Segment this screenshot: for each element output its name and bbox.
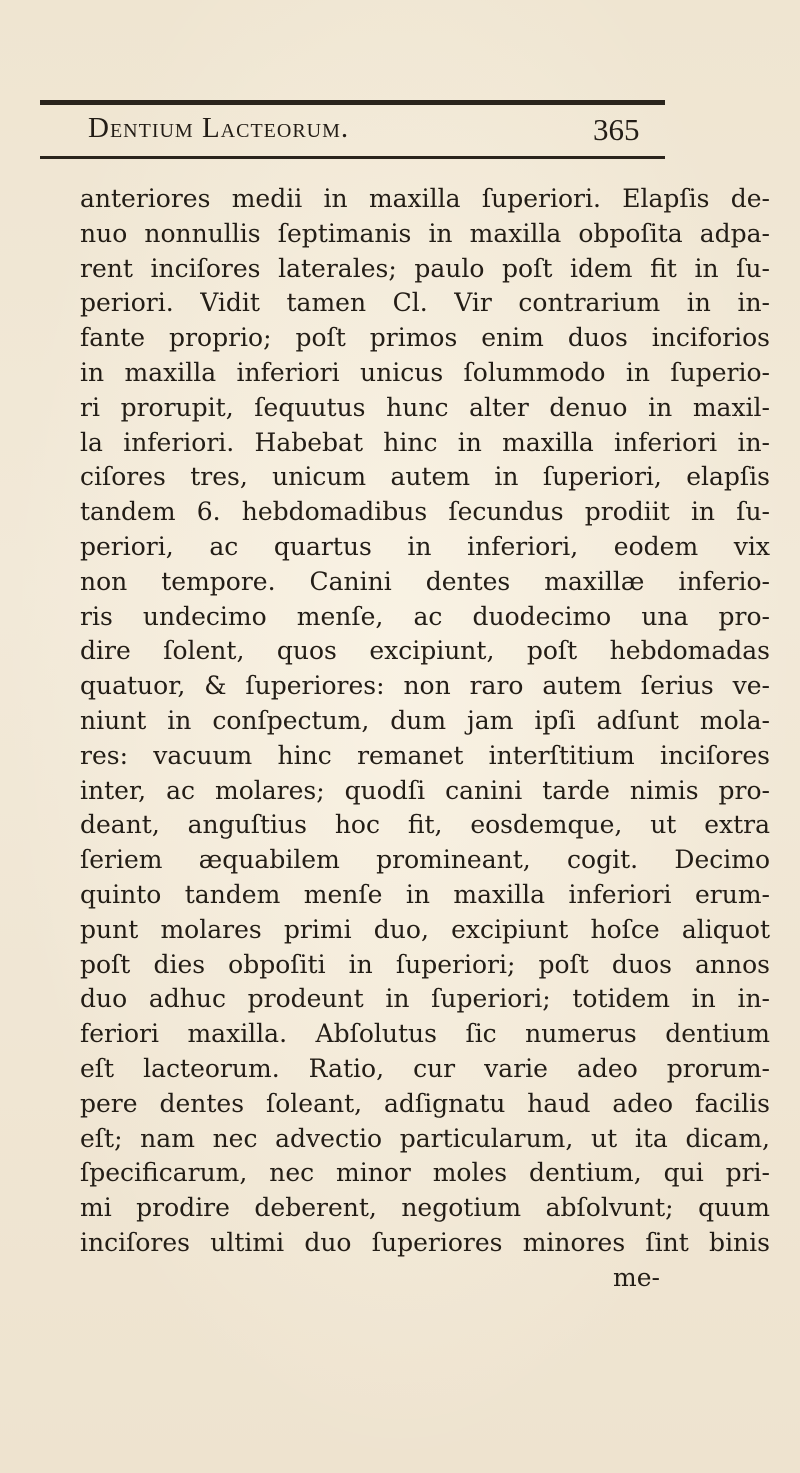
text-line: rent inciſores laterales; paulo poſt idem fit in ſu- — [80, 253, 770, 283]
text-line: res: vacuum hinc remanet interſtitium inciſores — [80, 740, 770, 770]
text-line: ſpecificarum, nec minor moles dentium, qui pri- — [80, 1158, 770, 1188]
text-line: ri prorupit, ſequutus hunc alter denuo in maxil- — [80, 392, 770, 422]
text-line: la inferiori. Habebat hinc in maxilla inferiori in- — [80, 427, 770, 457]
text-line: ris undecimo menſe, ac duodecimo una pro- — [80, 601, 770, 631]
text-line: anteriores medii in maxilla ſuperiori. Elapſis de- — [80, 184, 770, 213]
text-line: fante proprio; poſt primos enim duos inciforios — [80, 323, 770, 353]
text-line: tandem 6. hebdomadibus ſecundus prodiit in ſu- — [80, 497, 770, 527]
header-rule-top — [40, 100, 665, 105]
text-line: poſt dies obpoſiti in ſuperiori; poſt duos annos — [80, 949, 770, 979]
text-line: periori, ac quartus in inferiori, eodem vix — [80, 531, 770, 561]
running-head: Dentium Lacteorum. — [88, 112, 350, 144]
catchword: me- — [613, 1262, 660, 1292]
text-line: deant, anguſtius hoc fit, eosdemque, ut extra — [80, 810, 770, 840]
text-line: inter, ac molares; quodſi canini tarde nimis pro- — [80, 775, 770, 805]
text-line: pere dentes ſoleant, adſignatu haud adeo facilis — [80, 1088, 770, 1118]
text-line: punt molares primi duo, excipiunt hoſce aliquot — [80, 914, 770, 944]
text-line: ciſores tres, unicum autem in ſuperiori, elapſis — [80, 462, 770, 492]
text-line: inciſores ultimi duo ſuperiores minores ſint binis — [80, 1227, 770, 1257]
text-line: feriori maxilla. Abſolutus ſic numerus dentium — [80, 1019, 770, 1049]
text-line: non tempore. Canini dentes maxillæ inferio- — [80, 566, 770, 596]
body-text — [80, 182, 770, 1296]
text-line: dire ſolent, quos excipiunt, poſt hebdomadas — [80, 636, 770, 666]
text-line: quinto tandem menſe in maxilla inferiori erum- — [80, 879, 770, 909]
text-line: periori. Vidit tamen Cl. Vir contrarium in in- — [80, 288, 770, 318]
text-line: niunt in conſpectum, dum jam ipſi adſunt mola- — [80, 705, 770, 735]
text-line: quatuor, & ſuperiores: non raro autem ſerius ve- — [80, 671, 770, 701]
header-rule-bottom — [40, 156, 665, 159]
text-line: eſt lacteorum. Ratio, cur varie adeo prorum- — [80, 1053, 770, 1083]
text-line: eſt; nam nec advectio particularum, ut ita dicam, — [80, 1123, 770, 1153]
text-line: mi prodire deberent, negotium abſolvunt; quum — [80, 1193, 770, 1223]
text-line: nuo nonnullis ſeptimanis in maxilla obpoſita adpa- — [80, 218, 770, 248]
text-line: in maxilla inferiori unicus ſolummodo in ſuperio- — [80, 357, 770, 387]
text-line: ſeriem æquabilem promineant, cogit. Decimo — [80, 845, 770, 875]
text-line: duo adhuc prodeunt in ſuperiori; totidem in in- — [80, 984, 770, 1014]
page-number: 365 — [593, 112, 640, 147]
